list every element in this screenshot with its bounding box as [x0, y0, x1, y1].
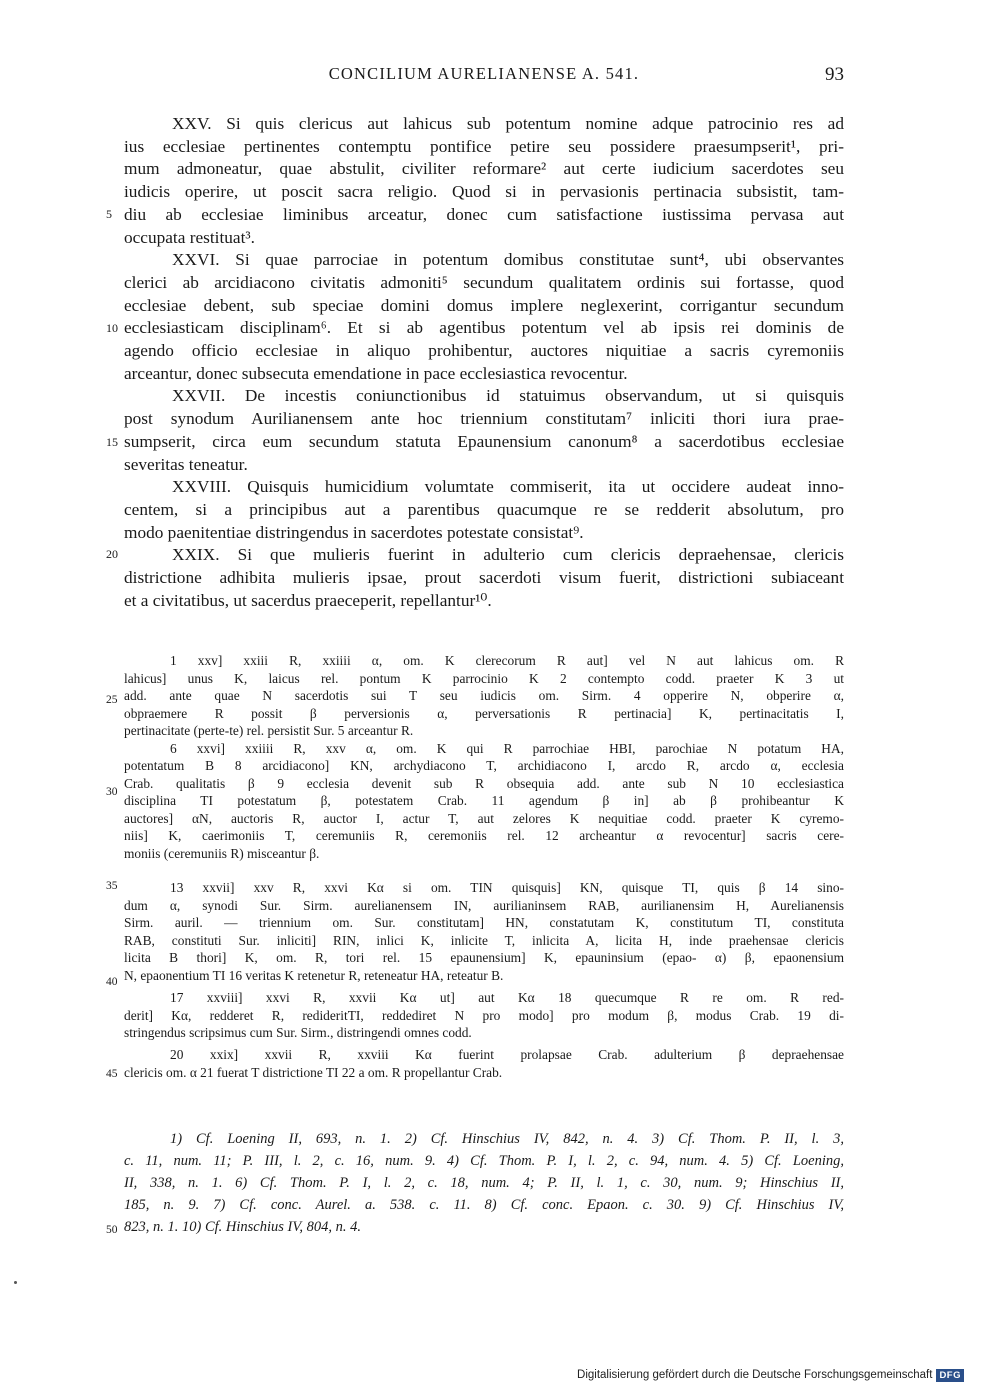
text-line: severitas teneatur. [124, 454, 248, 474]
apparatus-line: dum α, synodi Sur. Sirm. aurelianensem IN, aurilianinsem RAB, aurilianensim H, Aurelianensis [124, 897, 844, 913]
text-line: iudicis operire, ut poscit sacra religio. Quod si in pervasionis pertinacia subsistit, tam- [124, 182, 844, 202]
apparatus-line: moniis (ceremuniis R) misceantur β. [124, 845, 320, 861]
footnote-line: 185, n. 9. 7) Cf. conc. Aurel. a. 538. c. 11. 8) Cf. conc. Epaon. c. 30. 9) Cf. Hinschius IV, [124, 1197, 844, 1213]
apparatus-line: derit] Kα, redderet R, redideritTI, reddediret N pro modo] pro modum β, modus Crab. 19 di- [124, 1007, 844, 1023]
line-number: 30 [106, 786, 118, 798]
text-line: agendo officio ecclesiae in aliquo prohibentur, auctores niquitiae a sacris cyremoniis [124, 341, 844, 360]
line-number: 40 [106, 976, 118, 988]
line-number: 25 [106, 694, 118, 706]
apparatus-line: Sirm. auril. — triennium om. Sur. constitutam] HN, constatutam K, constitutum TI, constituta [124, 915, 844, 930]
apparatus-line: 20 xxix] xxvii R, xxviii Kα fuerint prolapsae Crab. adulterium β depraehensae [170, 1047, 844, 1062]
apparatus-line: licita B thori] K, om. R, tori rel. 15 epaunensium] K, epauninsium (epao- α) β, epaonensium [124, 950, 844, 965]
apparatus-line: potentatum B 8 arcidiacono] KN, archydiacono T, archidiacono I, arcdo R, arcdo α, ecclesia [124, 758, 844, 773]
footnote-line: c. 11, num. 11; P. III, l. 2, c. 16, num. 9. 4) Cf. Thom. P. I, l. 2, c. 94, num. 4. 5) Cf. Loening, [124, 1153, 844, 1169]
text-line: XXIX. Si que mulieris fuerint in adulterio cum clericis depraehensae, clericis [172, 545, 844, 565]
apparatus-line: N, epaonentium TI 16 veritas K retenetur R, reteneatur HA, reteatur B. [124, 967, 504, 983]
text-line: XXVI. Si quae parrociae in potentum domibus constitutae sunt⁴, ubi observantes [172, 250, 844, 270]
apparatus-line: 13 xxvii] xxv R, xxvi Kα si om. TIN quisquis] KN, quisque TI, quis β 14 sino- [170, 880, 844, 895]
text-line: XXV. Si quis clericus aut lahicus sub potentum nomine adque patrocinio res ad [172, 114, 844, 133]
apparatus-line: pertinacitate (perte-te) rel. persistit Sur. 5 arceantur R. [124, 723, 414, 738]
text-line: modo paenitentiae distringendus in sacerdotes potestate consistat⁹. [124, 522, 584, 542]
footnote-line: II, 338, n. 1. 6) Cf. Thom. P. I, l. 2, c. 18, num. 4; P. II, l. 1, c. 30, num. 9; Hinschius II, [124, 1175, 844, 1191]
footnotes [124, 1131, 844, 1241]
text-line: sumpserit, circa eum secundum statuta Epaunensium canonum⁸ a sacerdotibus ecclesiae [124, 431, 844, 451]
text-line: clerici ab arcidiacono civitatis admoniti⁵ secundum qualitatem ordinis sui fortasse, quod [124, 272, 844, 292]
apparatus-line: 6 xxvi] xxiiii R, xxv α, om. K qui R parrochiae HBI, parochiae N potatum HA, [170, 740, 844, 756]
critical-apparatus [124, 653, 844, 1063]
apparatus-line: 1 xxv] xxiii R, xxiiii α, om. K clerecorum R aut] vel N aut lahicus om. R [170, 653, 844, 668]
banner-text: Digitalisierung gefördert durch die Deutsche Forschungsgemeinschaft [577, 1369, 933, 1381]
text-line: et a civitatibus, ut sacerdus praeceperit, repellantur¹⁰. [124, 590, 492, 610]
apparatus-line: Crab. qualitatis β 9 ecclesia devenit sub R obsequia add. ante sub N 10 ecclesiastica [124, 775, 844, 791]
line-number: 45 [106, 1068, 118, 1080]
line-number: 5 [106, 207, 112, 221]
line-number: 20 [106, 547, 118, 561]
text-line: XXVIII. Quisquis humicidium volumtate commiserit, ita ut occidere audeat inno- [172, 477, 844, 497]
text-line: centem, si a principibus aut a parentibus quacumque re se redderit absolutum, pro [124, 499, 844, 519]
text-line: post synodum Aurilianensem ante hoc triennium constitutam⁷ inliciti thori iura prae- [124, 409, 844, 429]
footnote-line: 823, n. 1. 10) Cf. Hinschius IV, 804, n. 4. [124, 1219, 361, 1235]
line-number: 10 [106, 321, 118, 335]
page-header [124, 64, 844, 90]
line-number: 50 [106, 1224, 118, 1236]
line-number: 15 [106, 435, 118, 449]
scan-speck [14, 1281, 17, 1284]
apparatus-line: 17 xxviii] xxvi R, xxvii Kα ut] aut Kα 18 quecumque R re om. R red- [170, 990, 844, 1005]
apparatus-line: disciplina TI potestatum β, potestatem Crab. 11 agendum β in] ab β prohibeantur K [124, 793, 844, 808]
apparatus-line: auctores] αN, auctoris R, auctor I, actur T, aut zelores K nequitiae codd. praeter K cyremo- [124, 810, 844, 826]
apparatus-line: clericis om. α 21 fuerat T districtione TI 22 a om. R propellantur Crab. [124, 1065, 503, 1080]
text-line: ecclesiae debent, sub speciae domini domus implere neglexerint, corrigantur secundum [124, 295, 844, 315]
dfg-logo: DFG [936, 1369, 964, 1382]
main-text [124, 114, 844, 614]
text-line: diu ab ecclesiae liminibus arceatur, donec cum satisfactione iustissima pervasa aut [124, 204, 844, 224]
running-title: CONCILIUM AURELIANENSE A. 541. [328, 64, 640, 83]
apparatus-line: stringendus scripsimus cum Sur. Sirm., distringendi omnes codd. [124, 1025, 472, 1040]
text-line: mum admoneatur, quae abstulit, civiliter reformare² aut certe iudicium sacerdotes seu [124, 159, 844, 179]
text-line: districtione adhibita mulieris ipsae, prout sacerdoti visum fuerit, districtioni subiaceant [124, 568, 844, 587]
line-number: 35 [106, 880, 118, 892]
text-line: ius ecclesiae pertinentes contemptu pontifice petire seu possidere praesumpserit¹, pri- [124, 136, 844, 156]
text-line: ecclesiasticam disciplinam⁶. Et si ab agentibus potentum vel ab ipsis rei dominis de [124, 318, 844, 338]
apparatus-line: RAB, constituti Sur. inliciti] RIN, inlici K, inlicite T, inlicita A, licita H, inde praehensae clericis [124, 932, 844, 948]
text-line: occupata restituat³. [124, 227, 255, 247]
text-line: arceantur, donec subsecuta emendatione in pace ecclesiastica revocentur. [124, 363, 628, 383]
critical-apparatus-tail [124, 1065, 844, 1085]
apparatus-line: obpraemere R possit β perversionis α, perversationis R pertinacia] K, pertinacitatis I, [124, 705, 844, 721]
digitization-banner [577, 1366, 964, 1384]
apparatus-line: lahicus] unus K, laicus rel. pontum K parrocinio K 2 contempto codd. praeter K 3 ut [124, 670, 844, 686]
page-number: 93 [825, 64, 844, 85]
footnote-line: 1) Cf. Loening II, 693, n. 1. 2) Cf. Hinschius IV, 842, n. 4. 3) Cf. Thom. P. II, l. 3, [170, 1131, 844, 1147]
apparatus-line: niis] K, caerimoniis T, ceremuniis R, ceremoniis rel. 12 archeantur α revocentur] sacris cere- [124, 828, 844, 843]
apparatus-line: add. ante quae N sacerdotis sui T seu iudicis om. Sirm. 4 opperire N, obperire α, [124, 688, 844, 703]
text-line: XXVII. De incestis coniunctionibus id statuimus observandum, ut si quisquis [172, 386, 844, 406]
